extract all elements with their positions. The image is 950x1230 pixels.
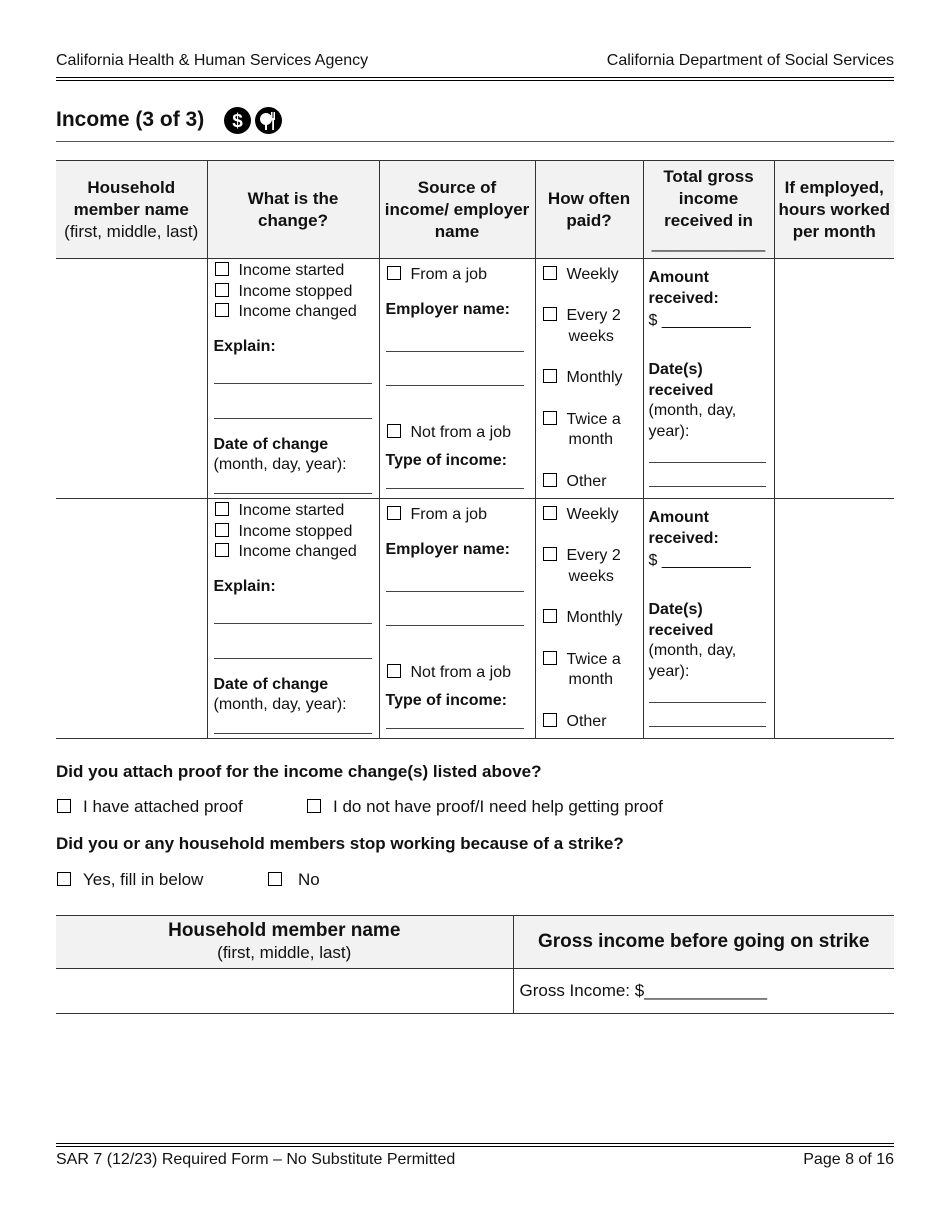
gross-header-label: Total gross income received in: [663, 166, 754, 230]
hours-header: If employed, hours worked per month: [774, 161, 894, 259]
employer-name-label: Employer name:: [385, 541, 510, 558]
svg-text:$: $: [232, 110, 243, 132]
frequency-cell: [535, 259, 643, 499]
employer-name-line[interactable]: [386, 625, 524, 626]
date-format-label: (month, day,: [648, 642, 737, 659]
type-of-income-line[interactable]: [386, 488, 524, 489]
option-label: Monthly: [566, 609, 623, 626]
date-received-line[interactable]: [649, 462, 766, 463]
date-format-label: (month, day, year):: [213, 696, 347, 713]
strike-question: Did you or any household members stop working because of a strike?: [56, 834, 624, 853]
member-header-label: Household member name: [73, 177, 189, 219]
dollar-icon: [224, 107, 251, 134]
proof-question: Did you attach proof for the income change(s) listed above?: [56, 762, 542, 781]
section-title: Income (3 of 3): [56, 108, 205, 131]
checkbox[interactable]: [543, 411, 557, 425]
attached-proof-option[interactable]: [57, 797, 243, 817]
member-name-header: [56, 161, 207, 259]
amount-field[interactable]: $ __________: [648, 312, 751, 329]
form-id: SAR 7 (12/23) Required Form – No Substitute Permitted: [56, 1151, 456, 1168]
twice-a-month-option[interactable]: [543, 651, 621, 669]
date-received-line[interactable]: [649, 702, 766, 703]
table-row: [56, 259, 894, 499]
checkbox[interactable]: [543, 547, 557, 561]
option-label: Income changed: [238, 303, 357, 320]
table-row: [56, 499, 894, 739]
income-changed-option[interactable]: [215, 543, 357, 561]
type-of-income-line[interactable]: [386, 728, 524, 729]
type-of-income-label: Type of income:: [385, 452, 507, 469]
option-label: Other: [566, 473, 607, 490]
date-format-label: (month, day, year):: [213, 456, 347, 473]
food-icon: [255, 107, 282, 134]
checkbox[interactable]: [268, 872, 282, 886]
monthly-option[interactable]: [543, 609, 623, 627]
weekly-option[interactable]: [543, 506, 619, 524]
checkbox[interactable]: [215, 543, 229, 557]
option-label: I do not have proof/I need help getting proof: [333, 797, 663, 816]
checkbox[interactable]: [215, 283, 229, 297]
income-stopped-option[interactable]: [215, 523, 353, 541]
frequency-cell: [535, 499, 643, 739]
option-label: Income changed: [238, 543, 357, 560]
date-received-line[interactable]: [649, 726, 766, 727]
gross-income-cell: [643, 259, 774, 499]
section-heading: [56, 104, 282, 136]
from-job-option[interactable]: [387, 266, 487, 284]
explain-line[interactable]: [214, 383, 372, 384]
option-label: I have attached proof: [83, 797, 243, 816]
dates-received-label: Date(s): [648, 361, 703, 378]
option-label: Twice a: [566, 651, 621, 668]
option-label: From a job: [410, 506, 487, 523]
not-from-job-option[interactable]: [387, 424, 511, 442]
gross-period-field[interactable]: ____________: [651, 232, 766, 252]
change-cell: [207, 499, 379, 739]
checkbox[interactable]: [57, 872, 71, 886]
strike-member-header-label: Household member name: [168, 920, 401, 941]
not-from-job-option[interactable]: [387, 664, 511, 682]
option-label-cont: month: [568, 431, 613, 448]
checkbox[interactable]: [543, 307, 557, 321]
amount-field[interactable]: $ __________: [648, 552, 751, 569]
dates-received-label: Date(s): [648, 601, 703, 618]
header-divider: [56, 77, 894, 78]
checkbox[interactable]: [215, 502, 229, 516]
employer-name-label: Employer name:: [385, 301, 510, 318]
checkbox[interactable]: [543, 506, 557, 520]
hours-cell[interactable]: [774, 499, 894, 739]
strike-table: [56, 915, 894, 1014]
other-option[interactable]: [543, 473, 607, 491]
date-of-change-label: Date of change: [213, 676, 329, 693]
member-name-cell[interactable]: [56, 499, 207, 739]
weekly-option[interactable]: [543, 266, 619, 284]
gross-income-header: [643, 161, 774, 259]
twice-a-month-option[interactable]: [543, 411, 621, 429]
income-change-table: [56, 160, 894, 739]
other-option[interactable]: [543, 713, 607, 731]
date-of-change-line[interactable]: [214, 493, 372, 494]
section-divider: [56, 141, 894, 142]
option-label: Yes, fill in below: [83, 870, 204, 889]
income-stopped-option[interactable]: [215, 283, 353, 301]
explain-label: Explain:: [213, 338, 276, 355]
checkbox[interactable]: [543, 609, 557, 623]
page-number: Page 8 of 16: [803, 1151, 894, 1168]
option-label-cont: weeks: [568, 568, 614, 585]
option-label: Not from a job: [410, 424, 511, 441]
hours-cell[interactable]: [774, 259, 894, 499]
date-format-label: (month, day,: [648, 402, 737, 419]
checkbox[interactable]: [387, 664, 401, 678]
checkbox[interactable]: [543, 473, 557, 487]
checkbox[interactable]: [387, 506, 401, 520]
strike-member-cell[interactable]: [56, 969, 513, 1014]
income-started-option[interactable]: [215, 502, 345, 520]
option-label-cont: month: [568, 671, 613, 688]
option-label: From a job: [410, 266, 487, 283]
strike-gross-income-field[interactable]: Gross Income: $_____________: [513, 969, 894, 1014]
date-format-label-cont: year):: [648, 423, 690, 440]
checkbox[interactable]: [215, 303, 229, 317]
footer-divider: [56, 1146, 894, 1147]
type-of-income-label: Type of income:: [385, 692, 507, 709]
option-label: Income started: [238, 502, 345, 519]
explain-line[interactable]: [214, 418, 372, 419]
department-name: California Department of Social Services: [606, 52, 894, 69]
header-divider: [56, 80, 894, 81]
change-cell: [207, 259, 379, 499]
date-of-change-label: Date of change: [213, 436, 329, 453]
source-cell: [379, 499, 535, 739]
program-icons: [224, 107, 282, 134]
option-label: Not from a job: [410, 664, 511, 681]
page-header: [56, 52, 894, 72]
option-label: Weekly: [566, 266, 619, 283]
page-footer: [56, 1151, 894, 1171]
option-label: Every 2: [566, 307, 621, 324]
checkbox[interactable]: [543, 713, 557, 727]
option-label: Weekly: [566, 506, 619, 523]
employer-name-line[interactable]: [386, 351, 524, 352]
date-received-line[interactable]: [649, 486, 766, 487]
member-name-cell[interactable]: [56, 259, 207, 499]
agency-name: California Health & Human Services Agency: [56, 52, 369, 69]
no-proof-option[interactable]: [307, 797, 663, 817]
employer-name-line[interactable]: [386, 591, 524, 592]
option-label-cont: weeks: [568, 328, 614, 345]
income-started-option[interactable]: [215, 262, 345, 280]
option-label: Income started: [238, 262, 345, 279]
option-label: Income stopped: [238, 523, 353, 540]
every-2-weeks-option[interactable]: [543, 547, 621, 565]
strike-member-header-sub: (first, middle, last): [217, 943, 352, 962]
checkbox[interactable]: [215, 523, 229, 537]
source-header: Source of income/ employer name: [379, 161, 535, 259]
dates-received-label-cont: received: [648, 382, 714, 399]
table-row: [56, 969, 894, 1014]
footer-divider: [56, 1143, 894, 1144]
option-label: Income stopped: [238, 283, 353, 300]
member-header-sub: (first, middle, last): [64, 221, 199, 241]
checkbox[interactable]: [57, 799, 71, 813]
amount-label-cont: received:: [648, 290, 719, 307]
from-job-option[interactable]: [387, 506, 487, 524]
date-of-change-line[interactable]: [214, 733, 372, 734]
employer-name-line[interactable]: [386, 385, 524, 386]
explain-line[interactable]: [214, 658, 372, 659]
option-label: Monthly: [566, 369, 623, 386]
option-label: Other: [566, 713, 607, 730]
checkbox[interactable]: [307, 799, 321, 813]
explain-label: Explain:: [213, 578, 276, 595]
date-format-label-cont: year):: [648, 663, 690, 680]
amount-label: Amount: [648, 269, 709, 286]
income-changed-option[interactable]: [215, 303, 357, 321]
checkbox[interactable]: [387, 266, 401, 280]
source-cell: [379, 259, 535, 499]
strike-gross-header: Gross income before going on strike: [513, 916, 894, 969]
dates-received-label-cont: received: [648, 622, 714, 639]
option-label: Every 2: [566, 547, 621, 564]
option-label: Twice a: [566, 411, 621, 428]
checkbox[interactable]: [215, 262, 229, 276]
explain-line[interactable]: [214, 623, 372, 624]
frequency-header: How often paid?: [535, 161, 643, 259]
monthly-option[interactable]: [543, 369, 623, 387]
amount-label: Amount: [648, 509, 709, 526]
change-header: What is the change?: [207, 161, 379, 259]
checkbox[interactable]: [543, 369, 557, 383]
gross-income-cell: [643, 499, 774, 739]
amount-label-cont: received:: [648, 530, 719, 547]
option-label: No: [298, 870, 320, 889]
strike-no-option[interactable]: [268, 870, 320, 890]
strike-yes-option[interactable]: [57, 870, 203, 890]
strike-member-header: [56, 916, 513, 969]
checkbox[interactable]: [387, 424, 401, 438]
checkbox[interactable]: [543, 266, 557, 280]
checkbox[interactable]: [543, 651, 557, 665]
every-2-weeks-option[interactable]: [543, 307, 621, 325]
